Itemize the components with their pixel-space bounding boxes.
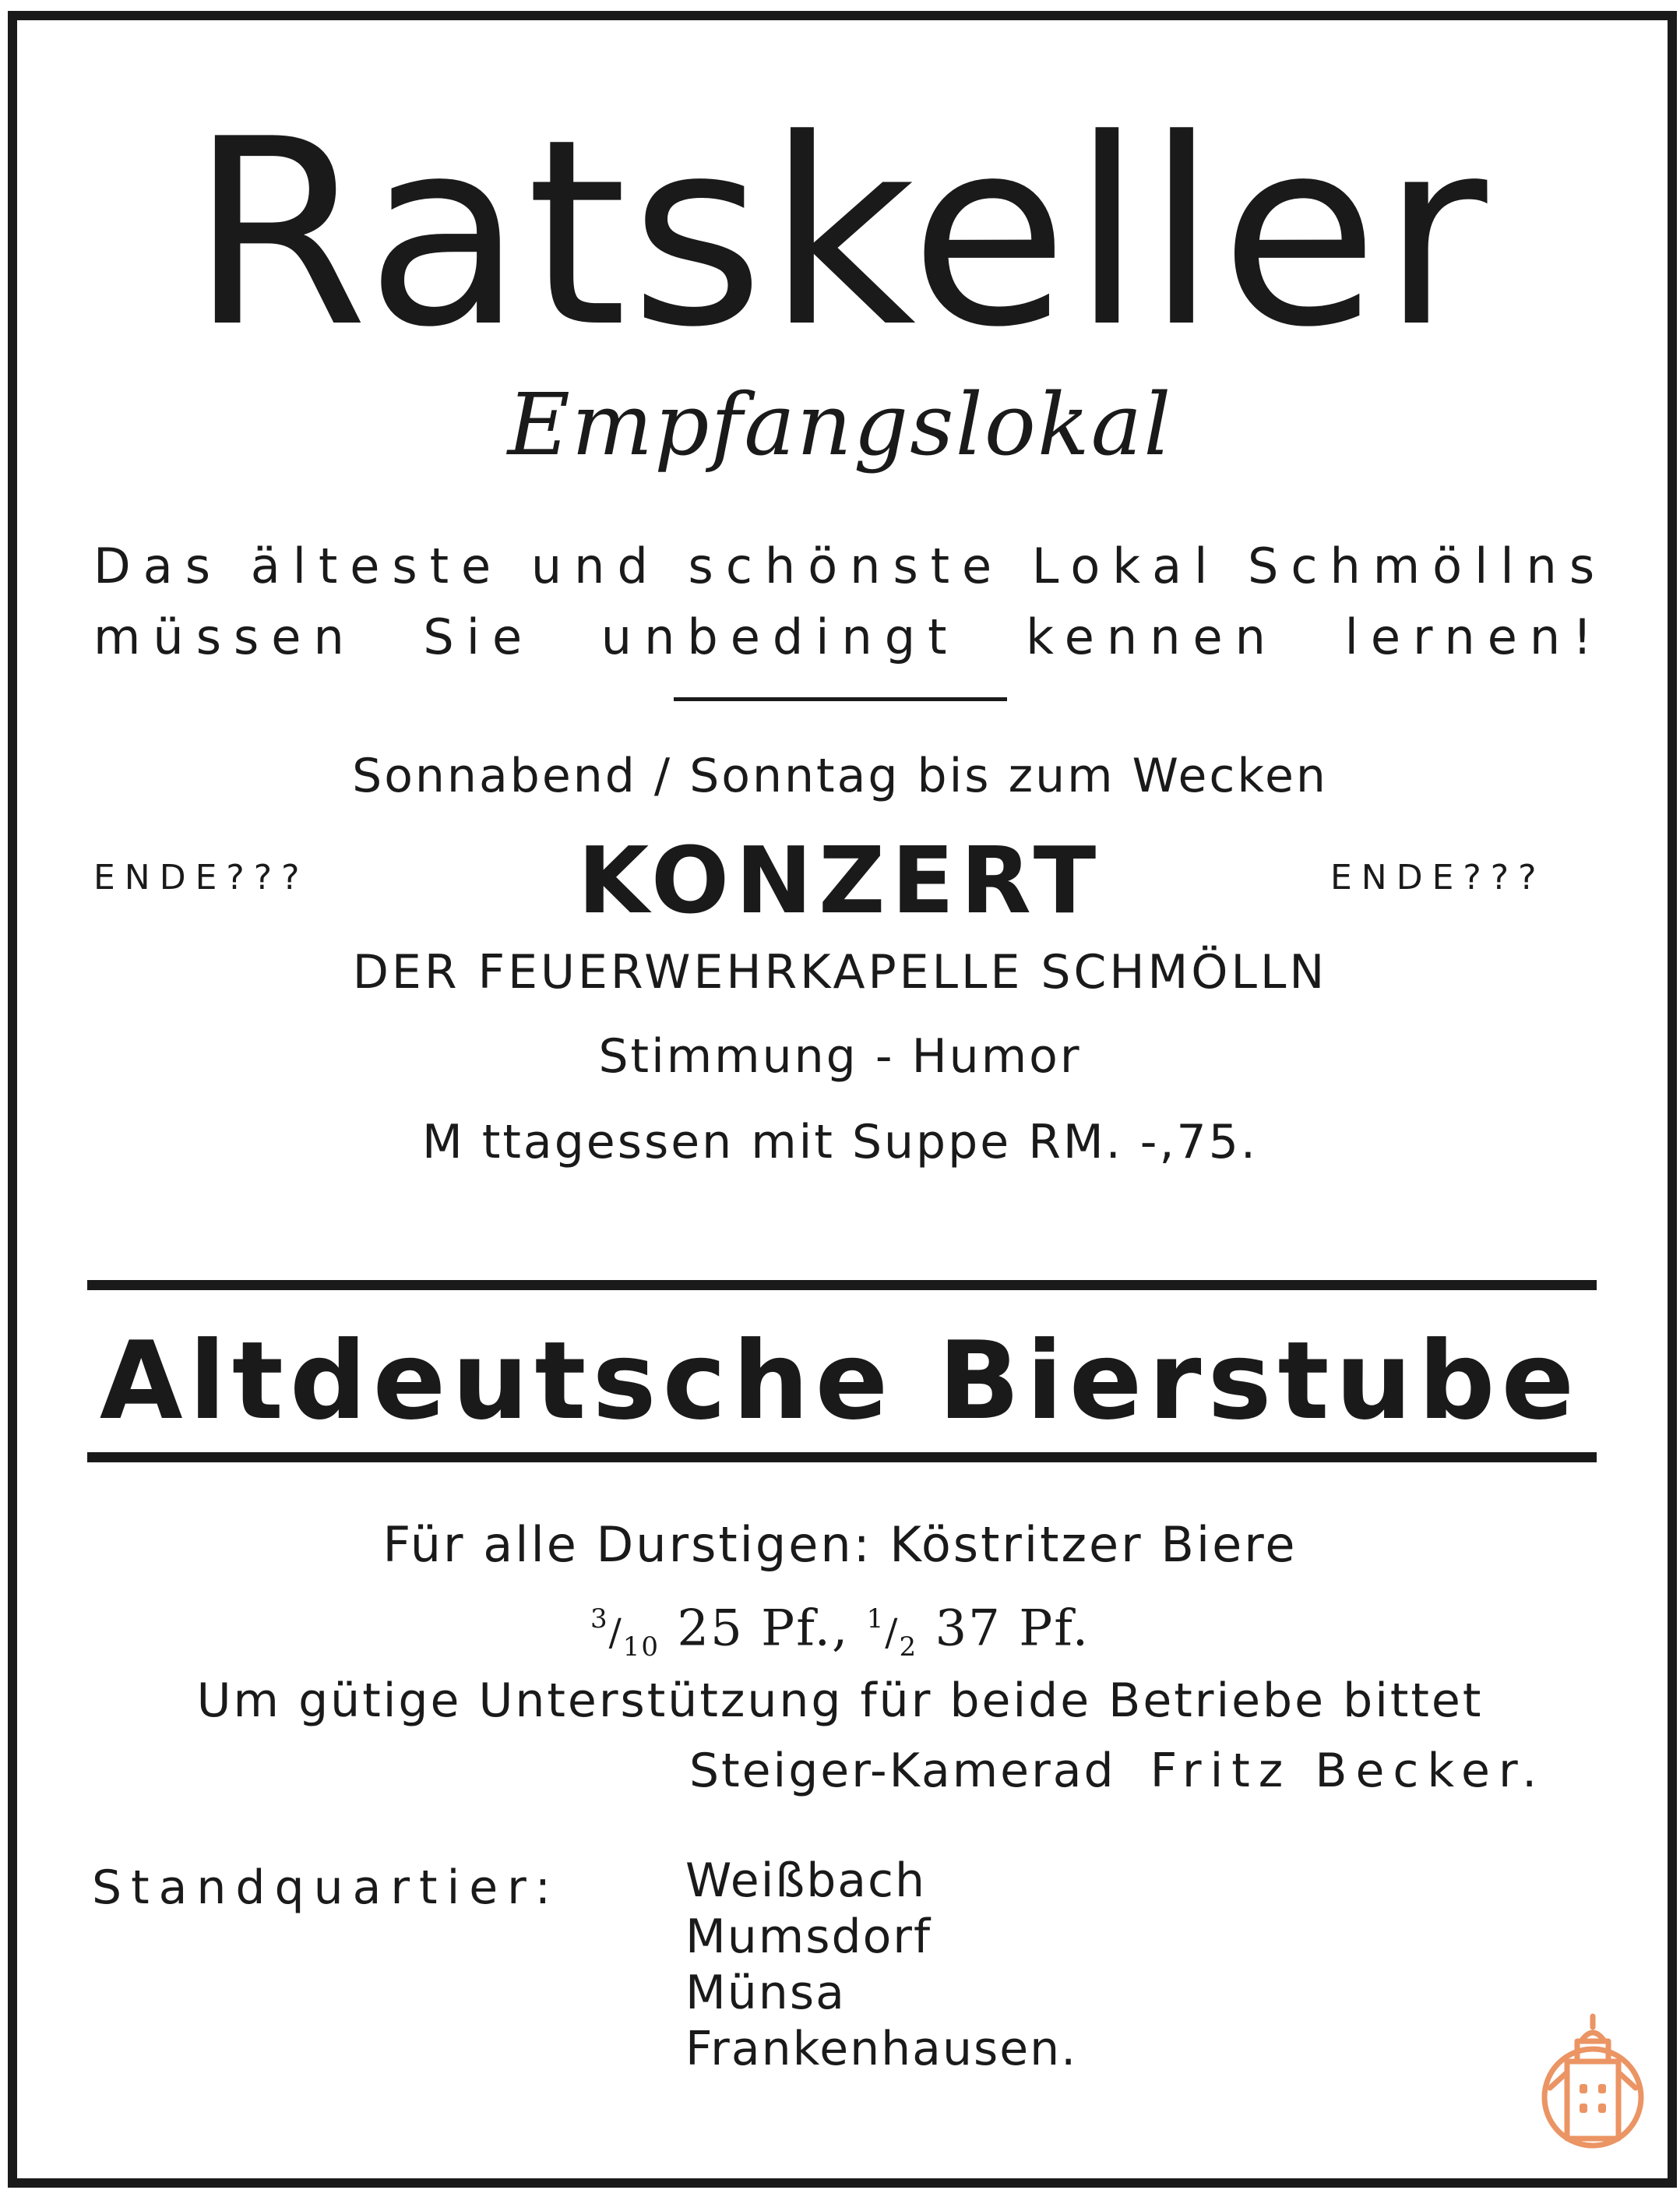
- fraction-slash: /: [885, 1610, 900, 1655]
- fraction-slash: /: [608, 1610, 623, 1655]
- quarters-place: Frankenhausen.: [685, 2022, 1078, 2076]
- beer-offer: Für alle Durstigen: Köstritzer Biere: [382, 1516, 1298, 1573]
- price2-denominator: 2: [899, 1631, 918, 1663]
- section-divider-short: [674, 697, 1007, 701]
- quarters-place: Mumsdorf: [685, 1910, 932, 1964]
- signature-line: [689, 1741, 1545, 1800]
- mood-line: Stimmung - Humor: [598, 1029, 1082, 1084]
- support-request: Um gütige Unterstützung für beide Betriebe bittet: [196, 1673, 1484, 1728]
- price2-numerator: 1: [866, 1603, 886, 1635]
- ad-subtitle-script: Empfangslokal: [507, 375, 1173, 474]
- quarters-label: Standquartier:: [92, 1860, 560, 1915]
- weekend-schedule: Sonnabend / Sonntag bis zum Wecken: [352, 749, 1328, 803]
- band-name: DER FEUERWEHRKAPELLE SCHMÖLLN: [352, 945, 1328, 1000]
- ende-right-label: ENDE???: [1330, 858, 1546, 898]
- signature-prefix: Steiger-Kamerad: [689, 1744, 1116, 1798]
- intro-line-1: Das älteste und schönste Lokal Schmöllns: [93, 538, 1608, 594]
- bierstube-title: Altdeutsche Bierstube: [99, 1318, 1581, 1444]
- price1-denominator: 10: [622, 1631, 660, 1663]
- price1-value: 25 Pf.,: [677, 1599, 850, 1658]
- quarters-place: Münsa: [685, 1966, 846, 2020]
- ad-title: Ratskeller: [189, 84, 1491, 383]
- ende-left-label: ENDE???: [93, 858, 309, 898]
- concert-heading: KONZERT: [577, 827, 1103, 934]
- price2-value: 37 Pf.: [935, 1599, 1090, 1658]
- church-tower-logo-icon: [1534, 2010, 1651, 2150]
- bierstube-rule-top: [87, 1280, 1597, 1290]
- lunch-offer: M ttagessen mit Suppe RM. -,75.: [422, 1115, 1258, 1169]
- beer-prices: [0, 1588, 1680, 1678]
- signature-name: Fritz Becker.: [1150, 1744, 1546, 1798]
- price1-numerator: 3: [590, 1603, 609, 1635]
- quarters-place: Weißbach: [685, 1853, 927, 1908]
- bierstube-rule-bottom: [87, 1452, 1597, 1462]
- intro-line-2: müssen Sie unbedingt kennen lernen!: [93, 608, 1604, 665]
